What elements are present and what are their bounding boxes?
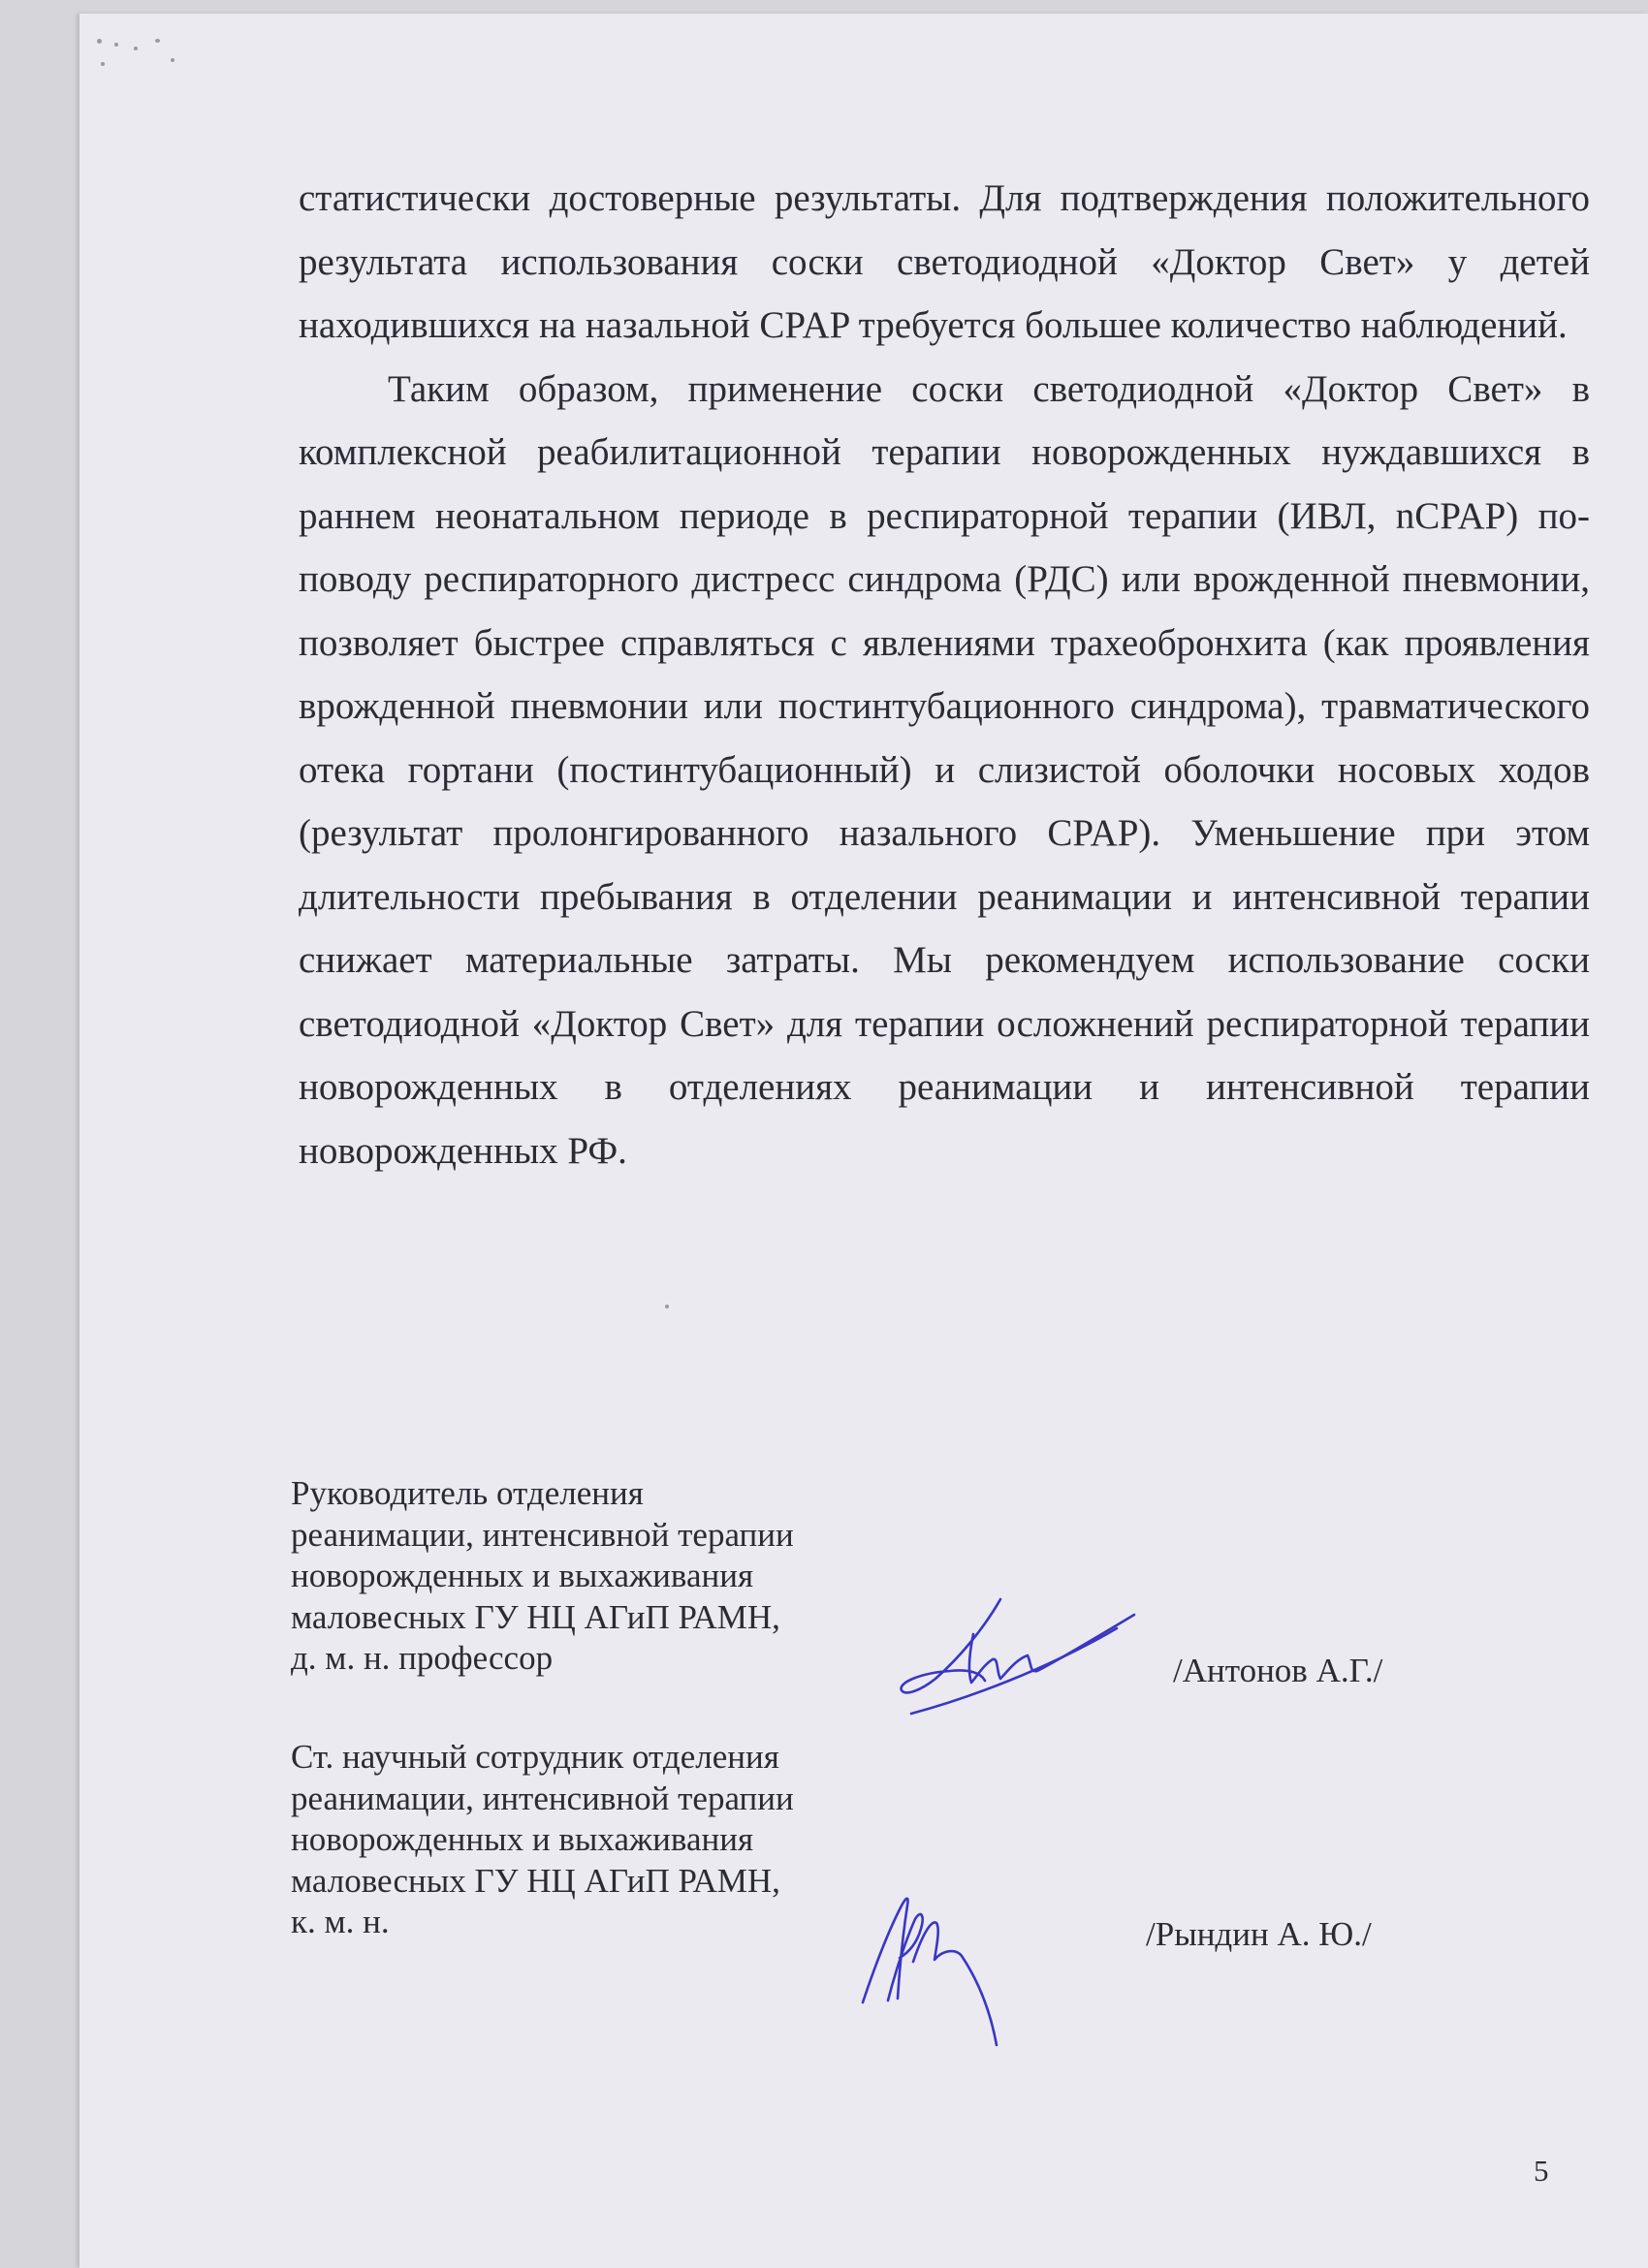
paragraph: статистически достоверные результаты. Для подтверждения положительного результата использования соски светодиодной «Доктор Свет» у детей находившихся на назальной CPAP требуется большее количество наблюдений. bbox=[299, 177, 1590, 346]
signatory-title-line: Ст. научный сотрудник отделения bbox=[291, 1738, 779, 1776]
scan-speck bbox=[665, 1305, 669, 1308]
paragraph: Таким образом, применение соски светодиодной «Доктор Свет» в комплексной реабилитационной терапии новорожденных нуждавшихся в раннем неонатальном периоде в респираторной терапии (ИВЛ, nCPAP) по-поводу респираторного дистресс синдрома (РДС) или врожденной пневмонии, позволяет быстрее справляться с явлениями трахеобронхита (как проявления врожденной пневмонии или постинтубационного синдрома), травматического отека гортани (постинтубационный) и слизистой оболочки носовых ходов (результат пролонгированного назального CPAP). Уменьшение при этом длительности пребывания в отделении реанимации и интенсивной терапии снижает материальные затраты. Мы рекомендуем использование соски светодиодной «Доктор Свет» для терапии осложнений респираторной терапии новорожденных в отделениях реанимации и интенсивной терапии новорожденных РФ. bbox=[299, 367, 1590, 1172]
handwritten-signature bbox=[853, 1880, 1047, 2055]
signatory-title-line: маловесных ГУ НЦ АГиП РАМН, bbox=[291, 1861, 780, 1900]
signatory-title-line: маловесных ГУ НЦ АГиП РАМН, bbox=[291, 1597, 780, 1636]
scan-speck bbox=[155, 39, 160, 43]
signatory-title-line: к. м. н. bbox=[291, 1903, 390, 1940]
signatory-title-line: реанимации, интенсивной терапии bbox=[291, 1779, 794, 1817]
signatory-title-line: Руководитель отделения bbox=[291, 1474, 644, 1512]
scan-speck bbox=[97, 39, 102, 44]
scan-speck bbox=[134, 47, 138, 50]
signatory-title bbox=[291, 1473, 911, 1680]
signatory-name: /Рындин А. Ю./ bbox=[1146, 1915, 1372, 1953]
signatory-title-line: д. м. н. профессор bbox=[291, 1639, 554, 1677]
signatory-title-line: новорожденных и выхаживания bbox=[291, 1820, 754, 1858]
scan-speck bbox=[171, 58, 174, 62]
scan-speck bbox=[114, 43, 118, 47]
body-text bbox=[299, 167, 1590, 1182]
signatory-title-line: реанимации, интенсивной терапии bbox=[291, 1515, 794, 1554]
handwritten-signature bbox=[892, 1590, 1144, 1725]
scan-speck bbox=[101, 62, 105, 66]
signatory-name: /Антонов А.Г./ bbox=[1173, 1652, 1383, 1689]
signatory-title-line: новорожденных и выхаживания bbox=[291, 1557, 754, 1594]
signatory-title bbox=[291, 1737, 911, 1943]
page-number: 5 bbox=[1534, 2154, 1549, 2188]
